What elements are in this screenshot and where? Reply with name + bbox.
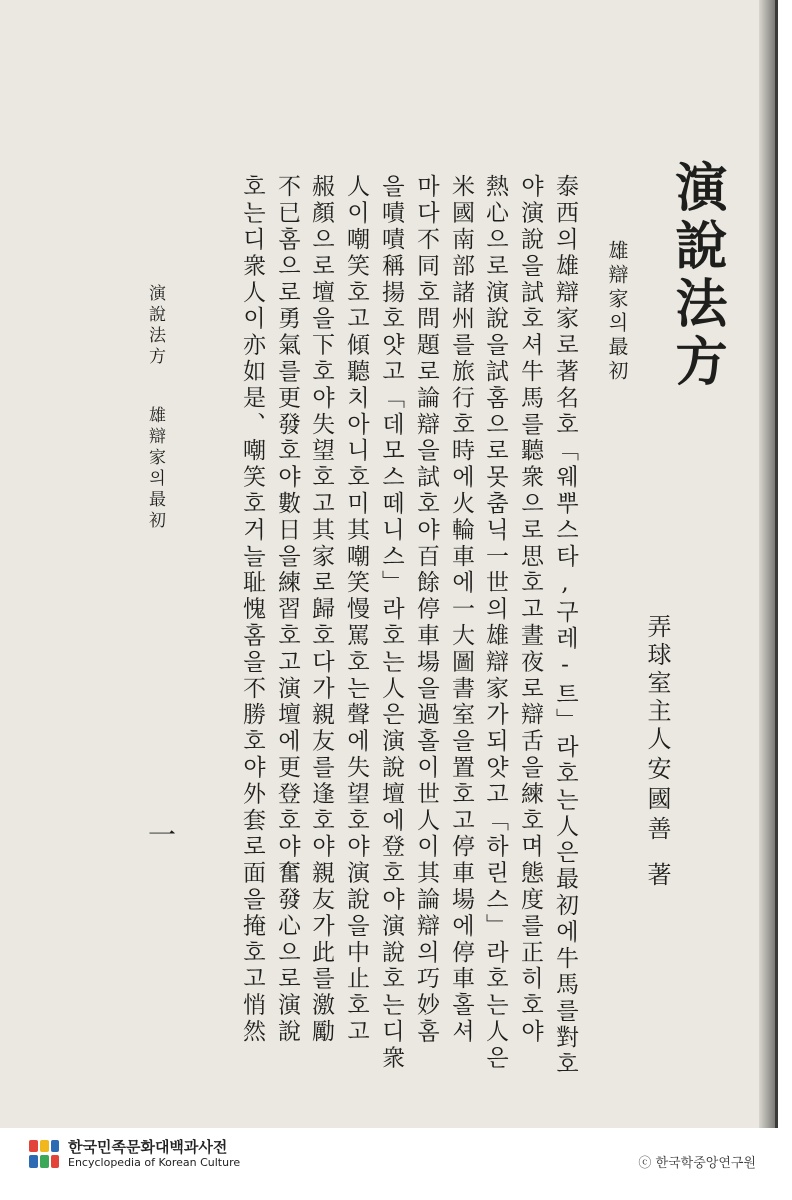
copyright-notice: ⓒ 한국학중앙연구원 bbox=[638, 1156, 756, 1171]
page-number: 一 bbox=[144, 820, 177, 848]
page-binding-edge bbox=[759, 0, 775, 1128]
encyclopedia-logo-icon bbox=[28, 1138, 60, 1170]
encyclopedia-brand[interactable] bbox=[28, 1138, 240, 1170]
brand-name-korean: 한국민족문화대백과사전 bbox=[68, 1138, 228, 1156]
body-text-line: 不已홈으로勇氣를更發호야數日을練習호고演壇에更登호야奮發心으로演說 bbox=[274, 174, 300, 1046]
body-text-line: 야演說을試호셔牛馬를聽衆으로思호고晝夜로辯舌을練호며態度를正히호야 bbox=[517, 174, 543, 1046]
author-pen-name: 弄球室主人 bbox=[643, 614, 671, 754]
author-name: 安國善 bbox=[643, 756, 671, 846]
section-subtitle: 雄辯家의最初 bbox=[605, 240, 629, 384]
body-text-line: 熱心으로演說을試홈으로못춤닉一世의雄辯家가되얏고「하린스」라호는人은 bbox=[482, 174, 508, 1072]
brand-name-english: Encyclopedia of Korean Culture bbox=[68, 1156, 241, 1169]
body-text-line: 赧顏으로壇을下호야失望호고其家로歸호다가親友를逢호야親友가此를激勵 bbox=[308, 174, 334, 1046]
body-text-line: 호는디衆人이亦如是、嘲笑호거늘耻愧홈을不勝호야外套로面을掩호고悄然 bbox=[239, 174, 265, 1046]
running-footer-title: 演說法方 bbox=[145, 284, 165, 368]
body-text-line: 마다不同호問題로論辯을試호야百餘停車場을過홀이世人이其論辯의巧妙홈 bbox=[413, 174, 439, 1046]
body-text-line: 米國南部諸州를旅行호時에火輪車에一大圖書室을置호고停車場에停車홀셔 bbox=[448, 174, 474, 1046]
body-text-line: 을嘖嘖稱揚호얏고「데모스떼니스」라호는人은演說壇에登호야演說호는디衆 bbox=[378, 174, 404, 1072]
running-footer-section: 雄辯家의最初 bbox=[145, 406, 165, 532]
body-text-line: 泰西의雄辯家로著名호「웨뿌스타,구레-트」라호는人은最初에牛馬를對호 bbox=[552, 174, 578, 1078]
book-title: 演說法方 bbox=[666, 160, 727, 392]
body-text-line: 人이嘲笑호고傾聽치아니호미其嘲笑慢罵호는聲에失望호야演說을中止호고 bbox=[343, 174, 369, 1046]
author-mark: 著 bbox=[643, 862, 671, 886]
